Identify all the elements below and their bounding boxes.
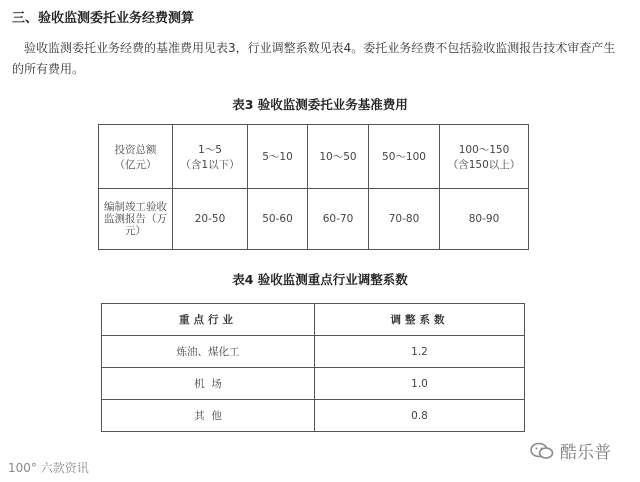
table-cell: 60-70	[308, 189, 369, 250]
table-cell: 50～100	[369, 125, 440, 189]
table4-caption: 表4 验收监测重点行业调整系数	[232, 272, 408, 287]
table-row	[102, 336, 525, 368]
table-cell: 100～150 （含150以上）	[440, 125, 529, 189]
column-header: 调整系数	[315, 304, 525, 336]
watermark-text: 酷乐普	[560, 443, 611, 463]
table-cell: 50-60	[248, 189, 308, 250]
table-header-row	[102, 304, 525, 336]
watermark-right	[530, 438, 611, 463]
table-cell: 1.2	[315, 336, 525, 368]
table-cell: 1～5 （含1以下）	[173, 125, 248, 189]
table-cell: 其 他	[102, 400, 315, 432]
table-row	[102, 368, 525, 400]
table-cell: 20-50	[173, 189, 248, 250]
table-cell: 70-80	[369, 189, 440, 250]
table-cell: 10～50	[308, 125, 369, 189]
watermark-left: 100° 六款资讯	[8, 461, 89, 475]
table-cell: 1.0	[315, 368, 525, 400]
table-row	[99, 189, 529, 250]
table-row	[102, 400, 525, 432]
table-cell: 炼油、煤化工	[102, 336, 315, 368]
table-cell: 5～10	[248, 125, 308, 189]
table-row	[99, 125, 529, 189]
table-cell: 编制竣工验收 监测报告（万 元）	[99, 189, 173, 250]
intro-paragraph: 验收监测委托业务经费的基准费用见表3，行业调整系数见表4。委托业务经费不包括验收监测报告技术审查产生的所有费用。	[12, 41, 616, 76]
table-cell: 投资总额 （亿元）	[99, 125, 173, 189]
table3-base-fee	[98, 124, 529, 250]
table-cell: 0.8	[315, 400, 525, 432]
table-cell: 80-90	[440, 189, 529, 250]
section-heading: 三、验收监测委托业务经费测算	[12, 11, 195, 26]
table4-adjustment-coefficient	[101, 303, 525, 432]
table3-caption: 表3 验收监测委托业务基准费用	[232, 97, 408, 112]
wechat-icon	[530, 442, 554, 460]
column-header: 重点行业	[102, 304, 315, 336]
table-cell: 机 场	[102, 368, 315, 400]
